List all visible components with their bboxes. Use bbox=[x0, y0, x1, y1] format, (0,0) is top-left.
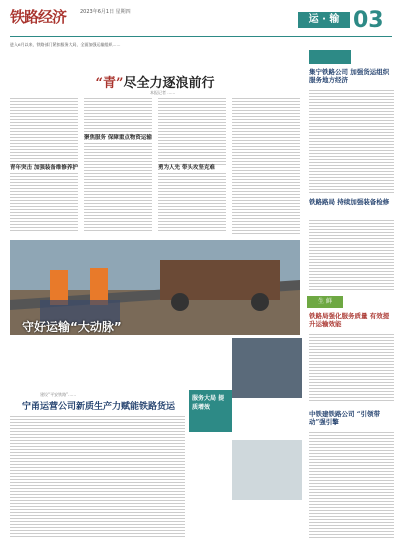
column-1-text bbox=[10, 96, 78, 166]
secondary-photo bbox=[232, 338, 302, 398]
article-column-3 bbox=[158, 96, 226, 236]
main-headline bbox=[80, 72, 230, 91]
column-3-text bbox=[158, 96, 226, 166]
page-number: 03 bbox=[353, 8, 384, 33]
masthead bbox=[0, 0, 402, 38]
newspaper-logo: 铁路经济 bbox=[10, 8, 67, 26]
bottom-article bbox=[10, 414, 185, 539]
column-2-text-2 bbox=[84, 141, 152, 231]
masthead-rule bbox=[10, 36, 392, 37]
right-headline-1: 集宁铁路公司 加强货运组织 服务地方经济 bbox=[309, 68, 390, 84]
column-2-text bbox=[84, 96, 152, 136]
right-article-1 bbox=[309, 88, 394, 193]
bottom-kicker: 建设“平安铁路”…… bbox=[40, 392, 77, 397]
right-article-2 bbox=[309, 218, 394, 290]
article-column-4 bbox=[232, 96, 300, 236]
issue-info: 2023年6月1日 星期四 bbox=[80, 9, 131, 15]
right-article-4 bbox=[309, 430, 394, 538]
bottom-callout: 服务大局 提质增效 bbox=[189, 390, 232, 432]
bottom-headline: 宁甬运营公司新质生产力赋能铁路货运 bbox=[22, 402, 176, 412]
right-headline-3: 铁路局强化服务质量 有效提升运输效能 bbox=[309, 312, 390, 328]
headline-quote: “青” bbox=[95, 76, 124, 91]
lead-paragraph: 进入6月以来，铁路部门紧扣服务大局，全面加强运输组织…… bbox=[10, 42, 121, 47]
photo-banner: 守好运输“大动脉” bbox=[22, 320, 122, 334]
subhead-1: 青年突击 加强装备维修养护 bbox=[10, 165, 78, 171]
headline-text: 尽全力逐浪前行 bbox=[123, 76, 215, 91]
right-article-3 bbox=[309, 332, 394, 402]
column-1-text-2 bbox=[10, 171, 78, 231]
column-3-text-2 bbox=[158, 171, 226, 231]
subhead-2: 聚焦服务 保障重点物资运输 bbox=[84, 135, 152, 141]
subhead-3: 勇为人先 带头攻坚克难 bbox=[158, 165, 215, 171]
article-column-1 bbox=[10, 96, 78, 236]
byline: 本报记者 …… bbox=[150, 90, 176, 95]
right-headline-4: 中铁建铁路公司 “引领带动”强引擎 bbox=[309, 410, 381, 426]
sidebar-tag bbox=[309, 50, 351, 64]
section-label: 运 · 输 bbox=[298, 12, 350, 28]
article-column-2 bbox=[84, 96, 152, 236]
lab-photo bbox=[232, 440, 302, 500]
right-headline-2: 铁路路局 持续加强装备检修 bbox=[309, 198, 390, 206]
section-tag-fresh: 生 鲜 bbox=[307, 296, 343, 308]
